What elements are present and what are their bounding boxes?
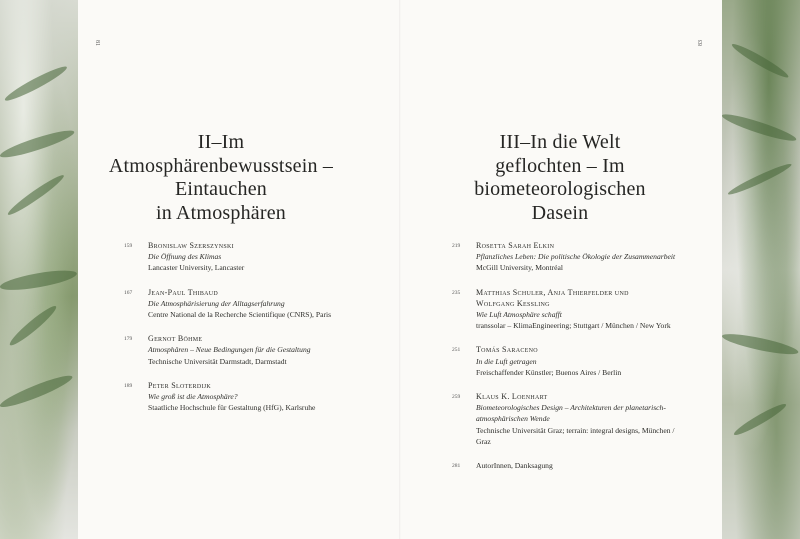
section-title-ii [96, 131, 346, 225]
toc-institution: McGill University, Montréal [476, 263, 564, 273]
toc-institution: Centre National de la Recherche Scientifique (CNRS), Paris [148, 310, 332, 320]
toc-title: Biometeorologisches Design – Architekturen der planetarisch-atmosphärischen Wende [476, 403, 666, 424]
toc-page-number: 179 [124, 336, 133, 343]
toc-title: Atmosphären – Neue Bedingungen für die Gestaltung [148, 345, 311, 355]
toc-page-number: 159 [124, 243, 133, 249]
toc-title: In die Luft getragen [476, 356, 537, 366]
plant-photo-left [0, 0, 78, 539]
toc-entry [452, 391, 714, 447]
section-title-line: II–Im [197, 131, 245, 153]
section-title-line: Atmosphärenbewusstsein – [108, 154, 334, 177]
toc-title: Wie Luft Atmosphäre schafft [476, 310, 562, 320]
toc-institution: Freischaffender Künstler; Buenos Aires / Berlin [476, 367, 622, 377]
toc-institution: Staatliche Hochschule für Gestaltung (HfG), Karlsruhe [148, 403, 316, 413]
toc-entry [452, 460, 714, 471]
toc-title: Die Öffnung des Klimas [148, 252, 222, 262]
section-title-line: geflochten – Im [495, 154, 625, 177]
toc-page-number: 235 [452, 289, 461, 296]
toc-list-right [452, 240, 714, 471]
toc-author: Jean-Paul Thibaud [148, 287, 219, 297]
section-title-line: Eintauchen [175, 178, 267, 200]
toc-page-number: 281 [452, 463, 461, 470]
toc-page-number: 259 [452, 394, 461, 401]
toc-entry [124, 333, 394, 367]
toc-entry [124, 380, 394, 414]
toc-author: Klaus K. Loenhart [476, 392, 548, 402]
toc-entry [452, 344, 714, 378]
toc-author: Rosetta Sarah Elkin [476, 241, 555, 250]
toc-page-number: 189 [124, 382, 133, 389]
section-title-line: Dasein [531, 201, 589, 224]
toc-title: Wie groß ist die Atmosphäre? [148, 392, 238, 402]
toc-entry [124, 240, 394, 274]
toc-institution: Technische Universität Graz; terrain: integral designs, München / Graz [476, 425, 675, 446]
toc-author: Tomás Saraceno [476, 345, 538, 355]
spine-gutter [399, 0, 401, 539]
toc-author: Peter Sloterdijk [148, 380, 212, 390]
toc-page-number: 167 [124, 289, 133, 296]
toc-author: Bronislaw Szerszynski [148, 241, 234, 250]
plant-photo-right [722, 0, 800, 539]
toc-entry [452, 240, 714, 274]
toc-institution: Technische Universität Darmstadt, Darmstadt [148, 356, 287, 366]
toc-institution: transsolar – KlimaEngineering; Stuttgart / München / New York [476, 321, 671, 331]
toc-list-left [124, 240, 394, 413]
section-title-line: biometeorologischen [474, 178, 646, 200]
section-title-line: in Atmosphären [155, 201, 286, 224]
toc-title: Die Atmosphärisierung der Alltagserfahrung [148, 298, 285, 308]
page-number-right: 83 [698, 40, 704, 46]
toc-author: Gernot Böhme [148, 334, 203, 344]
section-title-iii [440, 131, 680, 225]
page-number-left: 81 [94, 40, 100, 46]
toc-entry [124, 287, 394, 321]
toc-title: Pflanzliches Leben: Die politische Ökologie der Zusammenarbeit [476, 252, 676, 262]
toc-institution: AutorInnen, Danksagung [476, 461, 553, 471]
toc-entry [452, 287, 714, 332]
toc-page-number: 219 [452, 243, 461, 249]
book-spread [78, 0, 722, 539]
toc-institution: Lancaster University, Lancaster [148, 263, 245, 273]
toc-page-number: 251 [452, 347, 461, 354]
section-title-line: III–In die Welt [499, 131, 621, 153]
toc-author: Matthias Schuler, Anja Thierfelder und Wolfgang Kessling [476, 287, 629, 308]
